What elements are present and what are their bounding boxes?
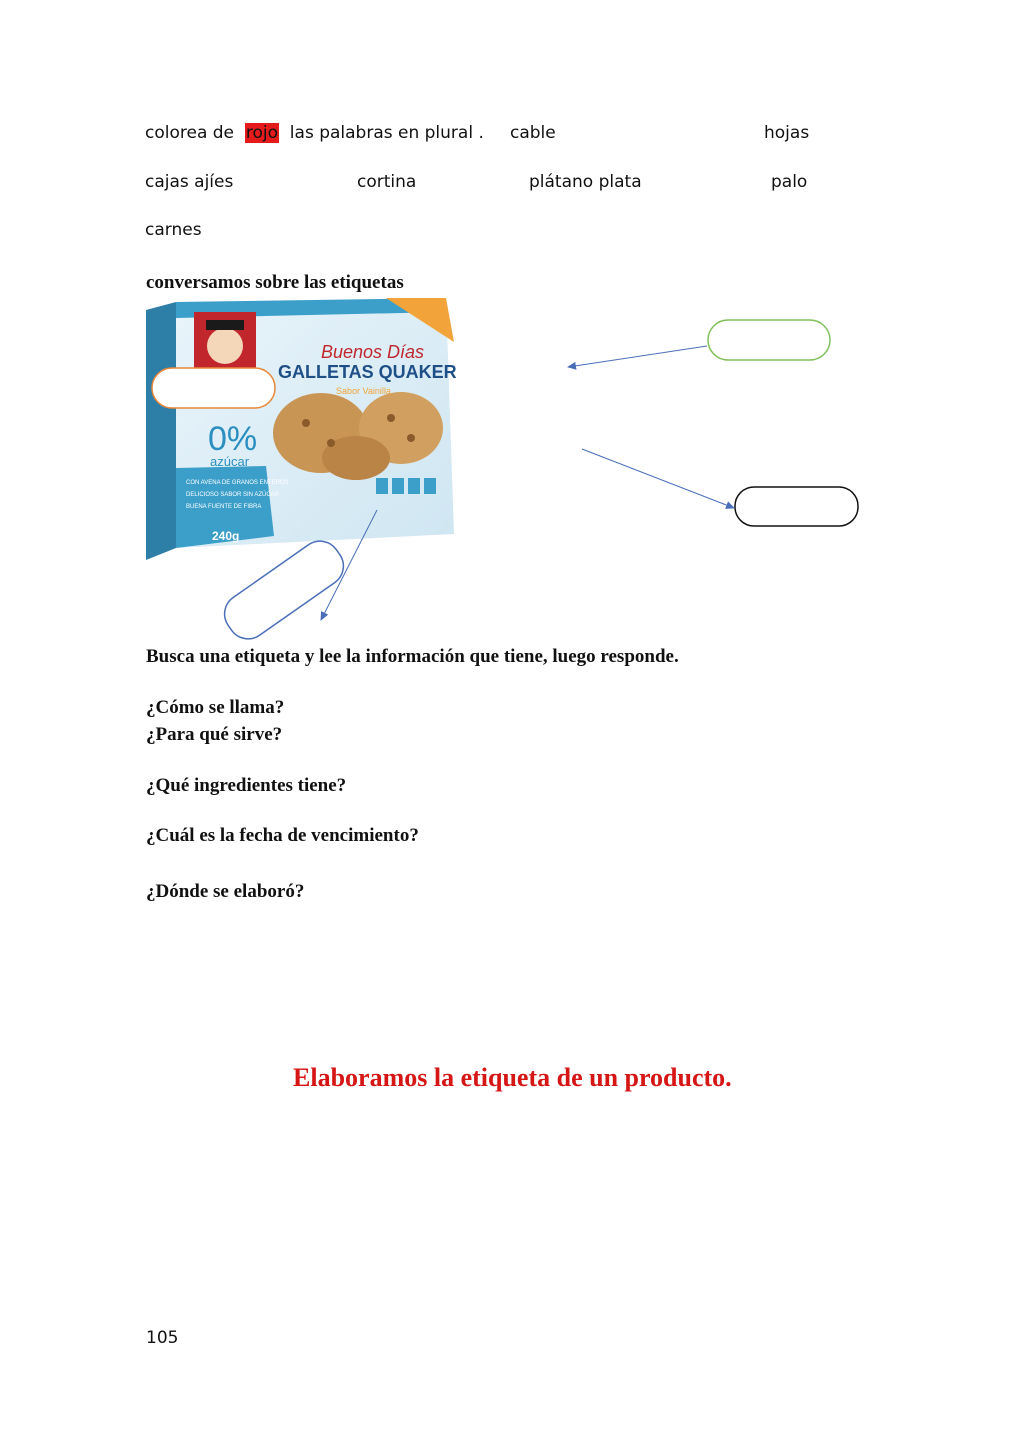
- bullet-item: DELICIOSO SABOR SIN AZÚCAR: [186, 492, 280, 498]
- word-item: hojas: [764, 123, 810, 143]
- question-expiry: ¿Cuál es la fecha de vencimiento?: [146, 825, 419, 846]
- product-name: GALLETAS QUAKER: [278, 362, 457, 382]
- word-item: cable: [510, 123, 556, 143]
- word-item: cortina: [357, 172, 417, 192]
- instruction-post: las palabras en plural .: [289, 123, 484, 143]
- arrow-line: [568, 346, 707, 367]
- highlight-word: rojo: [245, 123, 278, 143]
- closing-title: Elaboramos la etiqueta de un producto.: [293, 1063, 732, 1092]
- instruction-pre: colorea de: [145, 123, 235, 143]
- question-ingredients: ¿Qué ingredientes tiene?: [146, 775, 347, 796]
- bullet-item: BUENA FUENTE DE FIBRA: [186, 504, 262, 510]
- callout-box-orange[interactable]: [152, 368, 275, 408]
- word-item: palo: [771, 172, 808, 192]
- word-item: cajas ajíes: [145, 172, 234, 192]
- page-number: 105: [146, 1328, 179, 1348]
- question-name: ¿Cómo se llama?: [146, 697, 285, 718]
- product-weight: 240g: [212, 529, 240, 543]
- brand-line: Buenos Días: [321, 342, 425, 362]
- sugar-label: azúcar: [210, 454, 250, 469]
- word-item: carnes: [145, 220, 202, 240]
- callout-box-black[interactable]: [735, 487, 858, 526]
- bullet-item: CON AVENA DE GRANOS ENTEROS: [186, 480, 289, 486]
- callout-box-blue[interactable]: [217, 533, 352, 646]
- word-item: plátano plata: [529, 172, 642, 192]
- product-flavor: Sabor Vainilla: [336, 386, 391, 396]
- question-purpose: ¿Para qué sirve?: [146, 724, 283, 745]
- arrow-line: [582, 449, 734, 508]
- reading-prompt: Busca una etiqueta y lee la información que tiene, luego responde.: [146, 646, 679, 667]
- callout-box-green[interactable]: [708, 320, 830, 360]
- sugar-percent: 0%: [208, 420, 258, 458]
- question-origin: ¿Dónde se elaboró?: [146, 881, 305, 902]
- callout-layer: [0, 0, 1018, 700]
- section-heading: conversamos sobre las etiquetas: [146, 272, 404, 293]
